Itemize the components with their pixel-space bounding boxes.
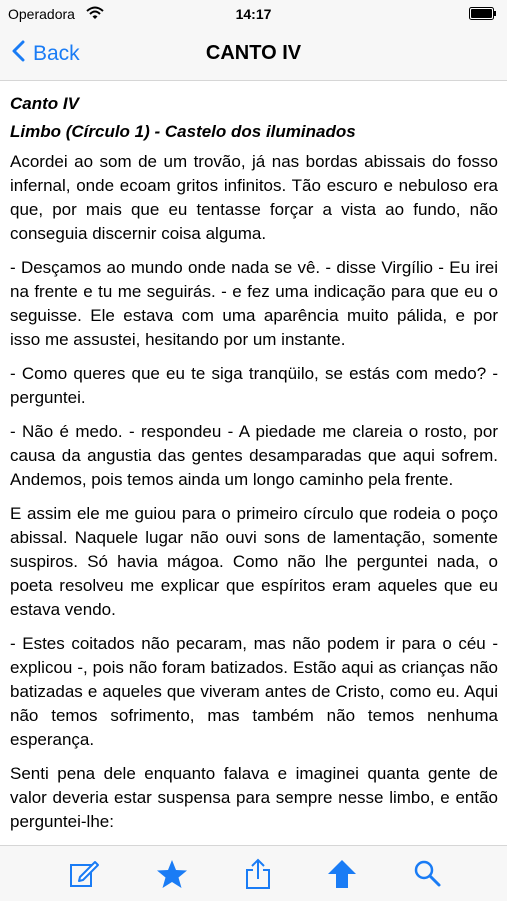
chapter-heading: Canto IV [10, 94, 79, 113]
paragraph: - Não é medo. - respondeu - A piedade me clareia o rosto, por causa da angustia das gentes desamparadas que aqui sofrem. Andemos, pois temos ainda um longo caminho pela frente. [10, 422, 498, 489]
navigation-bar [0, 28, 507, 81]
page-title: CANTO IV [205, 42, 302, 64]
compose-icon[interactable] [68, 858, 100, 890]
paragraph: - Desçamos ao mundo onde nada se vê. - disse Virgílio - Eu irei na frente e tu me seguirás. - e fez uma indicação para que eu o seguisse. Ele estava com uma aparência muito pálida, e por isso me assustei, hesitando por um instante. [10, 258, 498, 349]
share-icon[interactable] [242, 858, 274, 890]
bottom-toolbar [0, 845, 507, 901]
paragraph: - Estes coitados não pecaram, mas não podem ir para o céu - explicou -, pois não foram batizados. Estão aqui as crianças não batizadas e aqueles que viveram antes de Cristo, como eu. Aqui não temos sofrimento, mas também não temos nenhuma esperança. [10, 634, 498, 749]
search-icon[interactable] [412, 858, 444, 890]
up-arrow-icon[interactable] [326, 858, 358, 890]
status-bar [0, 0, 507, 28]
paragraph: Acordei ao som de um trovão, já nas bordas abissais do fosso infernal, onde ecoam gritos infinitos. Tão escuro e nebuloso era que, por mais que eu tentasse forçar a vista ao fundo, não conseguia discernir coisa alguma. [10, 152, 498, 243]
battery-icon [469, 7, 497, 23]
back-label: Back [33, 42, 80, 65]
paragraph: E assim ele me guiou para o primeiro círculo que rodeia o poço abissal. Naquele lugar não ouvi sons de lamentação, somente suspiros. Só havia mágoa. Como não lhe perguntei nada, o poeta resolveu me explicar que espíritos eram aqueles que eu estava vendo. [10, 504, 498, 619]
paragraph: - Como queres que eu te siga tranqüilo, se estás com medo? - perguntei. [10, 364, 498, 407]
star-icon[interactable] [156, 858, 188, 890]
carrier-name: Operadora [8, 6, 75, 22]
paragraph: Senti pena dele enquanto falava e imaginei quanta gente de valor deveria estar suspensa para sempre nesse limbo, e então perguntei-lhe: [10, 764, 498, 831]
status-time: 14:17 [235, 6, 272, 22]
reading-content[interactable] [10, 92, 498, 844]
chapter-subheading: Limbo (Círculo 1) - Castelo dos iluminados [10, 122, 356, 141]
